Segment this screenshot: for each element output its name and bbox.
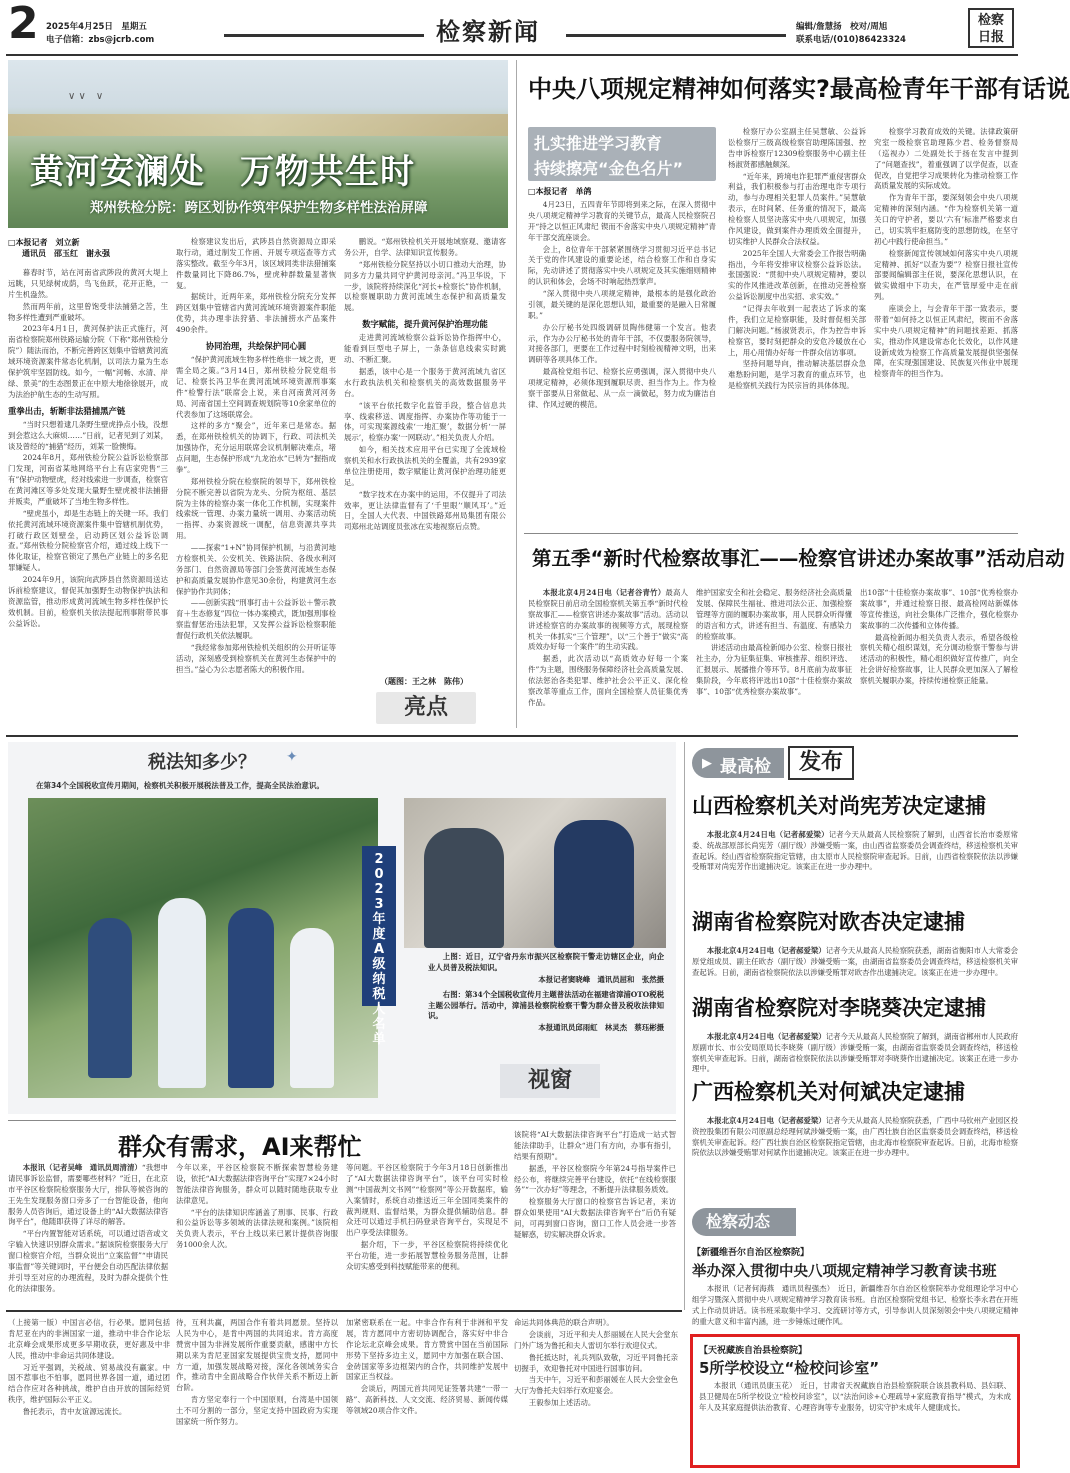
paragraph: 检察新闻宣传领域如何落实中央八项规定精神、抓好“以查为要”？检察日报社宣传部要闻编辑部主任说，要深化思想认识，在做实做细中下功夫，在严管厚爱中走在前列。 [874, 248, 1018, 302]
paragraph: “深入贯彻中央八项规定精神，最根本的是强化政治引领，最关键的是深化思想认知，最重要的是融入日常履职。” [528, 289, 716, 320]
paragraph: “平台的法律知识库涵盖了刑事、民事、行政和公益诉讼等多领域的法律法规和案例。”该院相关负责人表示，平台上线以来已累计提供咨询服务1000余人次。 [176, 1207, 338, 1250]
photo-person-3 [228, 908, 274, 1088]
subheading: 数字赋能，提升黄河保护治理功能 [362, 319, 488, 330]
release-lead: 本报北京4月24日电（记者郝爱梁） [706, 945, 826, 955]
subheading: 重拳出击，斩断非法猎捕黑产链 [8, 405, 126, 416]
paragraph: 出10部“十佳检察办案故事”、10部“优秀检察办案故事”，并通过检察日报、最高检网站新媒体等宣传推送，向社会集体广泛推介，强化检察办案故事的二次传播和立体传播。 [860, 588, 1018, 630]
birds-decoration: ∨ ∨ ∨ [68, 91, 104, 102]
season5-col2 [696, 588, 852, 728]
paragraph: 暮春时节，站在河南省武陟段的黄河大堤上远眺，只见绿树成荫，鸟飞鱼跃，花开正艳，一片生机盎然。 [8, 268, 168, 299]
paragraph: “记得去年收到一起表达了诉求的案件，我们立足检察职能，及时督促相关部门解决问题。”杨淑贤表示，作为控告申诉检察官，要时刻把群众的安危冷暖放在心上，用心用情办好每一件群众信访事项。 [728, 304, 866, 357]
paragraph: 本报讯（通讯员康玉花） 近日，甘肃省天祝藏族自治县检察院联合该县教科局、县妇联、县卫健局在5所学校设立“检校问诊室”，以“法治问诊+心理疏导+家庭教育指导”模式，为未成年人及其家庭提供法治教育、心理咨询等专业服务，切实守护未成年人健康成长。 [699, 1381, 1011, 1412]
paragraph: 据悉，此次活动以“高质效办好每一个案件”为主题，围绕服务保障经济社会高质量发展、依法惩治各类犯罪、维护社会公平正义、深化检察改革等重点工作，面向全国检察人员征集优秀作品。 [528, 654, 688, 707]
caption: 上图：近日，辽宁省丹东市振兴区检察院干警走访辖区企业，向企业人员普及税法知识。 [428, 952, 664, 972]
contact-phone: 联系电话/(010)86423324 [796, 35, 906, 45]
paragraph: 走进黄河流域检察公益诉讼协作指挥中心，能看到巨型电子屏上，一条条信息线索实时跳动、不断汇聚。 [344, 333, 506, 365]
window-tag [500, 1064, 600, 1098]
paragraph: 作为青年干部，要深刻领会中央八项规定精神的深刻内涵。“作为检察机关第一道关口的守护者，要以‘六有’标准严格要求自己，切实筑牢拒腐防变的思想防线，在坚守初心中践行使命担当。” [874, 193, 1018, 246]
release-item [692, 994, 1018, 1078]
releases-header-prefix: 最高检 [720, 757, 771, 777]
paragraph: 检察建议发出后，武陟县自然资源局立即采取行动，通过制发工作函、开展专项巡查等方式落实整改。截至今年3月，该区域同类非法猎捕案件数量同比下降86.7%，壁虎种群数量显著恢复。 [176, 237, 336, 290]
paragraph: 鲁托表示，肯中友谊源远流长。 [22, 1407, 127, 1416]
season5-byline: 本报北京4月24日电（记者谷青竹） [542, 588, 666, 597]
paragraph: 检察服务大厅窗口的检察官告诉记者，来访群众如果使用“AI大数据法律咨询平台”后仍有疑问，可再到窗口咨询，窗口工作人员会进一步答疑解惑，切实解决群众诉求。 [514, 1197, 676, 1239]
issue-email: 电子信箱：zbs@jcrb.com [46, 35, 155, 45]
release-body [692, 1116, 1018, 1160]
season5-headline: 第五季“新时代检察故事汇——检察官讲述办案故事”活动启动 [532, 547, 1065, 570]
photo-person-right [554, 820, 634, 948]
credit: 本报记者窦晓峰 通讯员屈和 张然摄 [538, 974, 664, 984]
credit: 本报通讯员邱雨虹 林灵杰 蔡珏彬摄 [538, 1023, 664, 1033]
paragraph: 会谈前，习近平和夫人彭丽媛在人民大会堂东门外广场为鲁托和夫人雷切尔举行欢迎仪式。 [514, 1329, 678, 1350]
top-right-byline: □本报记者 单鸽 [528, 186, 592, 196]
release-title: 湖南省检察院对李晓葵决定逮捕 [692, 996, 986, 1020]
paragraph: 2024年8月，郑州铁检分院公益诉讼检察部门发现，河南省某地网络平台上有店家兜售“三有”保护动物壁虎，经对线索进一步调查，检察官在黄河滩区等多处发现大量野生壁虎被非法捕猎并贩卖，严重破坏了当地生物多样性。 [8, 453, 168, 506]
paragraph: 然而两年前，这里曾饱受非法捕猎之苦，生物多样性遭到严重破坏。 [8, 301, 168, 322]
tax-subtitle: 在第34个全国税收宣传月期间，检察机关积极开展税法普及工作，提高全民法治意识。 [36, 781, 324, 790]
tax-headline: 税法知多少？ [148, 752, 256, 773]
release-title: 山西检察机关对尚宪芳决定逮捕 [692, 794, 986, 818]
paragraph: “平台内置智能对话系统，可以通过语音或文字输入快速识别群众需求。”据该院检察服务大厅窗口检察官介绍，当群众说出“立案监督”“申请民事监督”等关键词时，平台便会自动匹配法律依据并引导至对应的办理流程，及时为群众提供个性化的法律服务。 [8, 1229, 168, 1293]
page-number: 2 [8, 0, 39, 49]
paragraph: 据悉，该中心是一个服务于黄河流域九省区水行政执法机关和检察机关的高效数据服务平台。 [344, 367, 506, 398]
dynamics-item2-title: 5所学校设立“检校问诊室” [699, 1359, 880, 1377]
release-body [692, 1032, 1018, 1076]
paragraph: 当天中午，习近平和彭丽媛在人民大会堂金色大厅为鲁托夫妇举行欢迎宴会。 [514, 1375, 678, 1396]
season5-col3 [860, 588, 1018, 728]
paragraph: “当时只想着逮几条野生壁虎挣点小钱，没想到会惹这么大麻烦……”日前，记者见到了刘某，谈及曾经的“捕猎”经历，刘某一脸懊悔。 [8, 419, 168, 451]
ai-col2 [176, 1163, 338, 1303]
yellow-river-byline [8, 237, 168, 260]
logo-text: 检察日报 [977, 13, 1004, 45]
ai-byline: 本报讯（记者吴峰 通讯员周清清） [22, 1163, 142, 1172]
paragraph: 本报讯（记者何海燕 通讯员程强杰） 近日，新疆维吾尔自治区检察院举办党组理论学习中心组学习暨深入贯彻中央八项规定精神学习教育读书班。自治区检察院党组书记、检察长李永君在开班式上作动员讲话。读书班采取集中学习、交流研讨等方式，引导参训人员深刻领会中央八项规定精神的重大意义和丰富内涵，进一步锤炼过硬作风。 [692, 1284, 1018, 1326]
section-title: 检察新闻 [436, 18, 540, 46]
paragraph: 最高检新闻办相关负责人表示，希望各级检察机关精心组织谋划，充分调动检察干警参与讲述活动的积极性，精心组织做好宣传推广，向全社会讲好检察故事，让人民群众更加深入了解检察机关履职办案，持续传递检察正能量。 [860, 632, 1018, 685]
photo-person-left [424, 828, 504, 948]
paragraph: ——探索“1+N”协同保护机制，与沿黄河地方检察机关、公安机关、铁路法院、各级水利河务部门、自然资源局等部门会签黄河流域生态保护和高质量发展协作意见30余份，构建黄河生态保护协作共同体； [176, 543, 336, 596]
tax-photo-right [404, 798, 666, 948]
newspaper-logo [968, 8, 1014, 48]
dynamics-header-label: 检察动态 [706, 1212, 771, 1231]
paragraph: 2023年4月1日，黄河保护法正式施行，河南省检察院郑州铁路运输分院（下称“郑州铁检分院”）随法而治，不断完善跨区划集中管辖黄河流域环境资源案件常态化机制，以司法力量为生态保护筑牢坚固防线。如今，一幅“河畅、水清、岸绿、景美”的生态图景正在中原大地徐徐展开，成为法治护航生态的生动写照。 [8, 324, 168, 399]
hero-headline: 黄河安澜处 万物共生时 [30, 152, 415, 192]
triangle-icon: ▶ [702, 756, 712, 771]
continuation-col4 [514, 1318, 678, 1468]
paragraph-text: “我想申请民事诉讼监督，需要哪些材料？”近日，在北京市平谷区检察院检察服务大厅，排队等候咨询的王先生发现服务窗口旁多了一台智能设备，他向服务人员咨询后，通过设备上的“AI大数据法律咨询平台”，他随即获得了详尽的解答。 [8, 1163, 168, 1227]
paragraph: （上接第一版）中国言必信，行必果。愿同包括肯尼亚在内的非洲国家一道，推动中非合作论坛北京峰会成果形成更多早期收获，更好惠及中非人民，推动中非命运共同体建设。 [8, 1318, 170, 1360]
ai-col1 [8, 1163, 168, 1303]
dynamics-item2-box [690, 1334, 1020, 1468]
masthead-rule-left [224, 34, 424, 37]
paragraph-text: 最高人民检察院日前启动全国检察机关第五季“新时代检察故事汇——检察官讲述办案故事”活动。活动以讲述检察官的办案故事的视频等方式，展现检察机关一体抓实“三个管理”，以“三个善于”做实“高质效办好每一个案件”的生动实践。 [528, 588, 688, 652]
releases-header-suffix-box [788, 746, 854, 780]
paragraph: 据悉，平谷区检察院今年第24号指导案件已经公布，将继续完善平台建设，依托“在线检察服务”“一次办好”等理念，不断提升法律服务质效。 [514, 1163, 676, 1195]
paragraph [8, 1163, 168, 1228]
photo-credit: （题图：王之林 陈伟） [380, 677, 468, 686]
paragraph: 检察厅办公室副主任吴慧敏、公益诉讼检察厅三级高级检察官助理陈国强、控告申诉检察厅12309检察服务中心副主任杨淑贤都感触颇深。 [728, 127, 866, 169]
paragraph: 如今，相关技术应用平台已实现了全流域检察机关和水行政执法机关的全覆盖，共有2939家单位注册使用，数字赋能让黄河保护治理功能更足。 [344, 445, 506, 487]
paragraph: 座谈会上，与会青年干部一致表示，要带着“如何持之以恒正风肃纪，锲而不舍落实中央八项规定精神”的问题找差距、抓落实，推动作风建设常态化长效化，以作风建设新成效为检察工作高质量发展提供坚强保障，在实现强国建设、民族复兴伟业中展现检察青年的担当作为。 [874, 304, 1018, 379]
paragraph: 会上，8位青年干部紧紧围绕学习贯彻习近平总书记关于党的作风建设的重要论述，结合检察工作和自身实际，先动讲述了贯彻落实中央八项规定及其实施细则精神的认识和体会，会场不时响起热烈掌声。 [528, 244, 716, 287]
release-title: 广西检察机关对何斌决定逮捕 [692, 1080, 965, 1104]
tax-feature [8, 742, 676, 1114]
dynamics-item2-region: 【天祝藏族自治县检察院】 [699, 1346, 808, 1356]
paragraph: “近年来，跨境电诈犯罪严重侵害群众利益，我们积极参与打击治理电诈专项行动，参与办理相关犯罪人员案件。”吴慧敏表示，在时间紧、任务重的情况下，最高检检察人员坚决落实中央八项规定，加强作风建设，做到案件办理质效全面提升，切实维护人民群众合法权益。 [728, 171, 866, 246]
issue-date: 2025年4月25日 星期五 [46, 22, 147, 32]
photo-person-2 [158, 898, 206, 1088]
paragraph: 维护国家安全和社会稳定、服务经济社会高质量发展、保障民生福祉、推进司法公正、加强检察管理等方面的履职办案故事，用人民群众听得懂的语言和方式，讲述有担当、有温度、有感染力的检察故事。 [696, 588, 852, 641]
paragraph: 2025年全国人大常委会工作报告明确指出，今年将安排审议检察公益诉讼法。张国强说：“贯彻中央八项规定精神，要以实的作风推进改革创新，在推动完善检察公益诉讼制度中出实招、求实效。” [728, 248, 866, 302]
yellow-river-col2 [176, 237, 336, 718]
paragraph: 据介绍，下一步，平谷区检察院将持续优化平台功能，进一步拓展智慧检务服务范围，让群众切实感受到科技赋能带来的便利。 [346, 1240, 508, 1271]
paragraph: 据统计，近两年来，郑州铁检分院充分发挥跨区划集中管辖省内黄河流域环境资源案件职能优势，共办理非法狩猎、非法捕捞水产品案件490余件。 [176, 292, 336, 334]
paragraph: 今年以来，平谷区检察院不断探索智慧检务建设，依托“AI大数据法律咨询平台”实现7×24小时智能法律咨询服务，群众可以随时随地获取专业法律意见。 [176, 1163, 338, 1205]
top-right-col3 [874, 127, 1018, 525]
paragraph [692, 1116, 1018, 1160]
tax-caption-top [428, 952, 664, 1035]
section-divider [524, 533, 1018, 534]
paragraph: “保护黄河流域生物多样性绝非一域之责，更需全局之策。”3月14日，郑州铁检分院党组书记、检察长冯卫华在黄河流域环境资源刑事案件“检警行法”联席会上说，来自河南黄河河务局、河南省国土空间调查规划院等10余家单位的代表参加了这场联席会。 [176, 355, 336, 419]
masthead [6, 0, 1018, 52]
releases-header [692, 744, 1018, 782]
river-band [8, 114, 508, 136]
paragraph: 讲述活动由最高检新闻办公室、检察日报社社主办，分为征集征集、审核推荐、组织评选、汇报展示、展播推介等环节。8月底前为故事征集阶段，今年底将评选出10部“十佳检察办案故事”、10部“优秀检察办案故事”。 [696, 643, 852, 696]
paragraph: 最高检党组书记、检察长应勇强调，深入贯彻中央八项规定精神，必须体现到履职尽责、担当作为上。作为检察干部要从日常做起、从一点一滴做起，努力成为廉洁自律、作风过硬的模范。 [528, 367, 716, 409]
paragraph: “我经常参加郑州铁检机关组织的公开听证等活动，深刻感受到检察机关在黄河生态保护中的担当。”益心为公志愿者陈大的积极作用。 [176, 642, 336, 674]
ai-col3 [346, 1163, 508, 1303]
paragraph-text: 记者今天从最高人民检察院获悉，湖南省衡阳市人大常委会原党组成员、副主任欧杏（副厅级）涉嫌受贿一案，由湖南省监察委员会调查终结，移送检察机关审查起诉。日前，湖南省检察院依法以涉嫌受贿罪对欧杏作出逮捕决定。该案正在进一步办理中。 [692, 945, 1018, 977]
paragraph: 检察学习教育成效的关键。法律政策研究室一级检察官助理陈少君、检务督察局（巡视办）二处副处长于扬在发言中提到了“问题查找”，着重强调了以学促查，以查促改，自觉把学习成果转化为推动检察工作高质量发展的实际成效。 [874, 127, 1018, 191]
dynamics-item2-body [699, 1381, 1011, 1463]
section-divider [8, 1120, 676, 1121]
dynamics-item1-body [692, 1284, 1018, 1330]
dynamics-item1-region: 【新疆维吾尔自治区检察院】 [692, 1248, 810, 1258]
dynamics-header [692, 1208, 796, 1236]
paragraph: 这样的多方“聚会”，近年来已是常态。据悉，在郑州铁检机关的协调下，行政、司法机关加强协作，充分运用联席会议机制解决难点，堵点问题，生态保护形成“九龙治水”已转为“握指成拳”。 [176, 421, 336, 474]
highlight-tag [376, 692, 476, 724]
editor-credit: 编辑/詹慧扬 校对/周旭 [796, 22, 888, 32]
paragraph: 加紧密联系在一起。中非合作有利于非洲和平发展，肯方愿同中方密切协调配合，落实好中非合作论坛北京峰会成果。肯方赞赏中国在当前国际形势下坚持多边主义，愿同中方加强在联合国、金砖国家等多边框架内的合作，共同维护发展中国家正当权益。 [346, 1318, 508, 1382]
top-right-col1 [528, 200, 716, 525]
caption: 右图：第34个全国税收宣传月主题普法活动在福建省漳浦OTO税税主题公园举行。活动中，漳浦县检察院检察干警为群众普及税收法律知识。 [428, 989, 664, 1021]
masthead-rule-right [566, 34, 786, 37]
paragraph: 等问题。平谷区检察院于今年3月18日创新推出了“AI大数据法律咨询平台”，该平台可实时检测“中国裁判文书网”“检察网”等公开数据库，输入案情时，系统自动推送近三年全国同类案件的裁判规则、监督结果，为群众提供辅助信息。群众还可以通过手机扫码登录咨询平台，实现足不出户享受法律服务。 [346, 1163, 508, 1238]
paragraph: 肯方坚定奉行一个中国原则，台湾是中国领土不可分割的一部分，坚定支持中国政府为实现国家统一所作努力。 [176, 1395, 338, 1426]
release-item [692, 792, 1018, 906]
paragraph: 该院将“AI大数据法律咨询平台”打造成一站式智能法律助手，让群众“进门有方向，办事有指引，结果有预期”。 [514, 1130, 676, 1161]
paragraph: ——创新实践“刑事打击＋公益诉讼＋警示教育＋生态修复”四位一体办案模式，既加强刑事检察监督惩治违法犯罪，又发挥公益诉讼检察职能督促行政机关依法履职。 [176, 598, 336, 641]
window-tag-label: 视窗 [527, 1068, 572, 1093]
paragraph [692, 946, 1018, 979]
paragraph: 会谈后，两国元首共同见证签署共建“一带一路”、高新科技、人文交流、经济贸易、新闻传媒等领域20项合作文件。 [346, 1384, 508, 1415]
ai-headline: 群众有需求，AI来帮忙 [118, 1133, 362, 1161]
release-lead: 本报北京4月24日电（记者郝爱梁） [706, 1115, 826, 1125]
section-divider [6, 735, 1018, 737]
column-divider [516, 60, 517, 728]
section-divider [6, 1310, 682, 1312]
paragraph: 4月23日，五四青年节即将到来之际，在深入贯彻中央八项规定精神学习教育的关键节点，最高人民检察院召开“持之以恒正风肃纪 锲而不舍落实中央八项规定精神”青年干部交流座谈会。 [528, 200, 716, 242]
highlight-tag-label: 亮点 [403, 695, 448, 720]
release-item [692, 908, 1018, 992]
season5-col1 [528, 588, 688, 728]
hero-subtitle: 郑州铁检分院：跨区划协作筑牢保护生物多样性法治屏障 [90, 200, 428, 216]
paragraph: 习近平强调，关税战、贸易战没有赢家。中国不惹事也不怕事，愿同世界各国一道，通过团结合作应对各种挑战，维护自由开放的国际经贸秩序，维护国际公平正义。 [8, 1362, 170, 1405]
paragraph: 待，互利共赢，两国合作有着共同愿景。坚持以人民为中心，是肯中两国的共同追求。肯方高度赞赏中国为非洲发展所作重要贡献，感谢中方长期以来为肯尼亚国家发展提供宝贵支持，愿同中方一道，加强发展战略对接，深化各领域务实合作，推动肯中全面战略合作伙伴关系不断迈上新台阶。 [176, 1318, 338, 1393]
top-right-col2 [728, 127, 866, 525]
yellow-river-col3 [344, 237, 506, 667]
paragraph: “壁虎虽小，却是生态链上的关键一环。我们依托黄河流域环境资源案件集中管辖机制优势，打破行政区划壁垒，启动跨区划公益诉讼调查。”郑州铁检分院检察官介绍，通过线上线下一体化取证，检察官锁定了黑色产业链上的多名犯罪嫌疑人。 [8, 508, 168, 573]
top-right-subtitle-2: 持续擦亮“金色名片” [534, 159, 684, 178]
paragraph-text: 记者今天从最高人民检察院了解到，山西省长治市委原常委、统战部原部长尚宪芳（副厅级）涉嫌受贿一案，由山西省监察委员会调查终结，移送检察机关审查起诉。经山西省检察院指定管辖，由太原市人民检察院审查起诉。日前，山西省检察院依法以涉嫌受贿罪对尚宪芳作出逮捕决定。该案正在进一步办理中。 [692, 829, 1018, 872]
release-item [692, 1078, 1018, 1174]
paragraph: “数字技术在办案中的运用，不仅提升了司法效率，更让法律监督有了‘千里眼’‘顺风耳’。”近日，全国人大代表、中国铁路郑州局集团有限公司郑州北站调度员张冰在实地视察后点赞。 [344, 489, 506, 532]
continuation-col1 [8, 1318, 170, 1468]
continuation-col2 [176, 1318, 338, 1468]
paragraph: “郑州铁检分院坚持以小切口推动大治理，协同多方力量共同守护黄河母亲河。”冯卫华说，下一步，该院将持续深化“河长+检察长”协作机制，以检察履职助力黄河流域生态保护和高质量发展。 [344, 259, 506, 313]
paragraph: 郑州铁检分院在检察院的领导下，郑州铁检分院不断完善以省院为龙头、分院为枢纽、基层院为主体的检察办案一体化工作机制，实现案件线索统一管理、办案力量统一调用、办案活动统一指挥、办案资源统一调配，信息资源共享共用。 [176, 476, 336, 541]
photo-person-4 [290, 928, 334, 1088]
byline-correspondents: 通讯员 邵玉红 谢永强 [22, 248, 110, 259]
ai-col4 [514, 1130, 676, 1303]
paragraph: “该平台依托数字化监管手段，整合信息共享、线索移送、调度指挥、办案协作等功能于一体，可实现案源线索‘一地汇聚’，数据分析‘一屏展示’，检察办案‘一网联动’。”相关负责人介绍。 [344, 400, 506, 443]
top-right-headline: 中央八项规定精神如何落实?最高检青年干部有话说 [528, 75, 1070, 103]
releases-header-suffix: 发布 [798, 750, 843, 775]
paragraph [692, 830, 1018, 874]
subheading: 协同治理，共绘保护同心圆 [205, 340, 307, 351]
paragraph: 鹏说。“郑州铁检机关开展地域察观、邀请客务公开，自学、法律知识宣传服务。 [344, 237, 506, 257]
tax-photo-left [28, 798, 378, 1098]
byline-reporter: □本报记者 刘立新 [8, 237, 80, 247]
release-body [692, 830, 1018, 874]
paragraph: 坚持问题导向，推动解决基层群众急难愁盼问题，是学习教育的重点环节，也是检察机关践行为民宗旨的具体体现。 [728, 359, 866, 391]
tax-badge-text: 2023年度A级纳税人名单 [372, 852, 386, 1047]
release-body [692, 946, 1018, 979]
tax-decor-star: ✦ [286, 749, 298, 765]
paragraph-text: 记者今天从最高人民检察院了解到，湖南省郴州市人民政府原副市长、市公安局原局长李晓葵（副厅级）涉嫌受贿一案，由湖南省监察委员会调查终结，移送检察机关审查起诉。日前，湖南省检察院依法以涉嫌受贿罪对李晓葵作出逮捕决定。该案正在进一步办理中。 [692, 1031, 1018, 1074]
masthead-bottom-rule [6, 54, 1018, 56]
release-lead: 本报北京4月24日电（记者郝爱梁） [706, 829, 829, 839]
dynamics-item1-title: 举办深入贯彻中央八项规定精神学习教育读书班 [692, 1264, 997, 1280]
paragraph: 王毅参加上述活动。 [528, 1398, 596, 1408]
photo-person-1 [88, 918, 132, 1078]
top-right-subtitle-block [528, 127, 716, 181]
yellow-river-hero-image [8, 60, 508, 228]
continuation-col3 [346, 1318, 508, 1468]
releases-header-badge [692, 748, 784, 778]
yellow-river-col1 [8, 268, 168, 718]
release-title: 湖南省检察院对欧杏决定逮捕 [692, 910, 965, 934]
paragraph: 命运共同体典范的联合声明》。 [514, 1318, 614, 1327]
paragraph: 办公厅秘书处四级调研员陶伟健第一个发言。他表示，作为办公厅秘书处的青年干部，不仅要服务院领导，对接各部门，更要在工作过程中时刻检视精神文明，出来调研等各项具体工作。 [528, 322, 716, 365]
top-right-subtitle-1: 扎实推进学习教育 [534, 134, 663, 153]
column-divider [684, 742, 685, 1310]
paragraph: 2024年9月，该院向武陟县自然资源局送达诉前检察建议，督促其加强野生动物保护执法和资源监管，推动形成黄河流域生物多样性保护长效机制。目前，检察机关依法提起刑事附带民事公益诉讼。 [8, 575, 168, 628]
paragraph [692, 1032, 1018, 1076]
paragraph-text: 记者今天从最高人民检察院获悉，广西中马钦州产业园区投资控股集团有限公司原副总经理何斌涉嫌受贿一案，由广西壮族自治区监察委员会调查终结，移送检察机关审查起诉。经广西壮族自治区检察院指定管辖，由北海市检察院审查起诉。日前，北海市检察院依法以涉嫌受贿罪对何斌作出逮捕决定。该案正在进一步办理中。 [692, 1115, 1018, 1158]
paragraph [528, 588, 688, 653]
paragraph: 鲁托抵达时，礼兵列队致敬，习近平同鲁托亲切握手，欢迎鲁托对中国进行国事访问。 [514, 1352, 678, 1373]
tax-badge [362, 846, 396, 1047]
release-lead: 本报北京4月24日电（记者郝爱梁） [706, 1031, 826, 1041]
